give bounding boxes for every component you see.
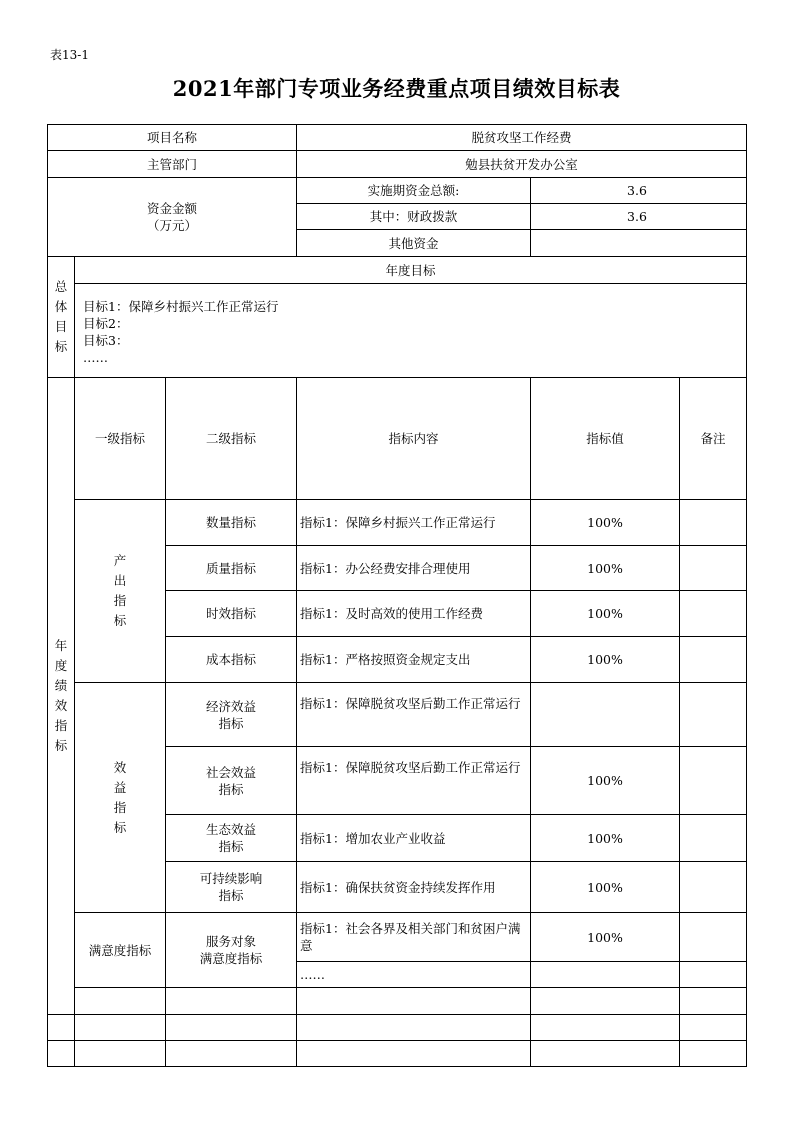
performance-table xyxy=(47,124,747,1067)
value-cell: 100% xyxy=(531,591,680,637)
annual-indicator-text: 年度绩效指标 xyxy=(54,638,68,753)
note-cell xyxy=(680,815,747,862)
fund-unit: （万元） xyxy=(147,218,198,233)
value-cell: 100% xyxy=(531,637,680,683)
content-cell: 指标1：保障脱贫攻坚后勤工作正常运行 xyxy=(297,683,531,747)
page-title: 2021年部门专项业务经费重点项目绩效目标表 xyxy=(172,76,621,101)
value-cell: 100% xyxy=(531,815,680,862)
annual-indicator-side-label xyxy=(48,378,75,1015)
value-cell: 100% xyxy=(531,747,680,815)
note-cell xyxy=(680,637,747,683)
goal-line: 目标2： xyxy=(83,316,129,331)
note-cell xyxy=(680,591,747,637)
group-output-text: 产出指标 xyxy=(113,553,127,628)
overall-goal-side-label xyxy=(48,257,75,378)
total-fund-label: 实施期资金总额: xyxy=(297,178,531,204)
content-cell: …… xyxy=(297,962,531,988)
group-satisfaction: 满意度指标 xyxy=(75,913,166,988)
level2-cell: 时效指标 xyxy=(166,591,297,637)
department-label: 主管部门 xyxy=(48,151,297,178)
level2-cell: 数量指标 xyxy=(166,500,297,546)
empty-row xyxy=(48,1041,747,1067)
content-cell: 指标1：办公经费安排合理使用 xyxy=(297,546,531,591)
finance-fund-label: 其中：财政拨款 xyxy=(297,204,531,230)
content-cell: 指标1：确保扶贫资金持续发挥作用 xyxy=(297,862,531,913)
header-value: 指标值 xyxy=(531,378,680,500)
goal-line: …… xyxy=(83,350,108,365)
value-cell: 100% xyxy=(531,913,680,962)
goal-line: 目标3： xyxy=(83,333,129,348)
level2-cell: 社会效益 指标 xyxy=(166,747,297,815)
table-row xyxy=(48,913,747,962)
content-cell: 指标1：社会各界及相关部门和贫困户满意 xyxy=(297,913,531,962)
level2-cell: 生态效益 指标 xyxy=(166,815,297,862)
note-cell xyxy=(680,500,747,546)
note-cell xyxy=(680,683,747,747)
value-cell: 100% xyxy=(531,500,680,546)
project-name-label: 项目名称 xyxy=(48,125,297,151)
project-name-value: 脱贫攻坚工作经费 xyxy=(297,125,747,151)
level2-cell: 经济效益 指标 xyxy=(166,683,297,747)
table-row xyxy=(48,500,747,546)
header-level2: 二级指标 xyxy=(166,378,297,500)
content-cell: 指标1：保障乡村振兴工作正常运行 xyxy=(297,500,531,546)
note-cell xyxy=(680,546,747,591)
value-cell xyxy=(531,683,680,747)
note-cell xyxy=(680,962,747,988)
value-cell xyxy=(531,962,680,988)
table-row xyxy=(48,683,747,747)
level2-cell: 可持续影响 指标 xyxy=(166,862,297,913)
group-benefit xyxy=(75,683,166,913)
content-cell: 指标1：及时高效的使用工作经费 xyxy=(297,591,531,637)
indicator-header-row xyxy=(48,378,747,500)
header-content: 指标内容 xyxy=(297,378,531,500)
level2-cell: 质量指标 xyxy=(166,546,297,591)
value-cell: 100% xyxy=(531,546,680,591)
row-department xyxy=(48,151,747,178)
other-fund-value xyxy=(531,230,747,257)
value-cell: 100% xyxy=(531,862,680,913)
row-project-name xyxy=(48,125,747,151)
finance-fund-value: 3.6 xyxy=(531,204,747,230)
fund-label: 资金金额 xyxy=(147,201,198,216)
content-cell: 指标1：增加农业产业收益 xyxy=(297,815,531,862)
total-fund-value: 3.6 xyxy=(531,178,747,204)
department-value: 勉县扶贫开发办公室 xyxy=(297,151,747,178)
annual-goal-header: 年度目标 xyxy=(75,257,747,284)
fund-amount-label xyxy=(48,178,297,257)
header-note: 备注 xyxy=(680,378,747,500)
note-cell xyxy=(680,913,747,962)
goal-list xyxy=(75,284,747,378)
empty-row xyxy=(48,988,747,1015)
level2-cell: 服务对象 满意度指标 xyxy=(166,913,297,988)
other-fund-label: 其他资金 xyxy=(297,230,531,257)
table-number: 表13-1 xyxy=(50,48,89,62)
group-output xyxy=(75,500,166,683)
header-level1: 一级指标 xyxy=(75,378,166,500)
content-cell: 指标1：严格按照资金规定支出 xyxy=(297,637,531,683)
group-benefit-text: 效益指标 xyxy=(113,759,127,835)
goal-line: 目标1：保障乡村振兴工作正常运行 xyxy=(83,299,279,314)
note-cell xyxy=(680,747,747,815)
content-cell: 指标1：保障脱贫攻坚后勤工作正常运行 xyxy=(297,747,531,815)
empty-row xyxy=(48,1015,747,1041)
overall-goal-text: 总体目标 xyxy=(54,279,68,354)
note-cell xyxy=(680,862,747,913)
level2-cell: 成本指标 xyxy=(166,637,297,683)
